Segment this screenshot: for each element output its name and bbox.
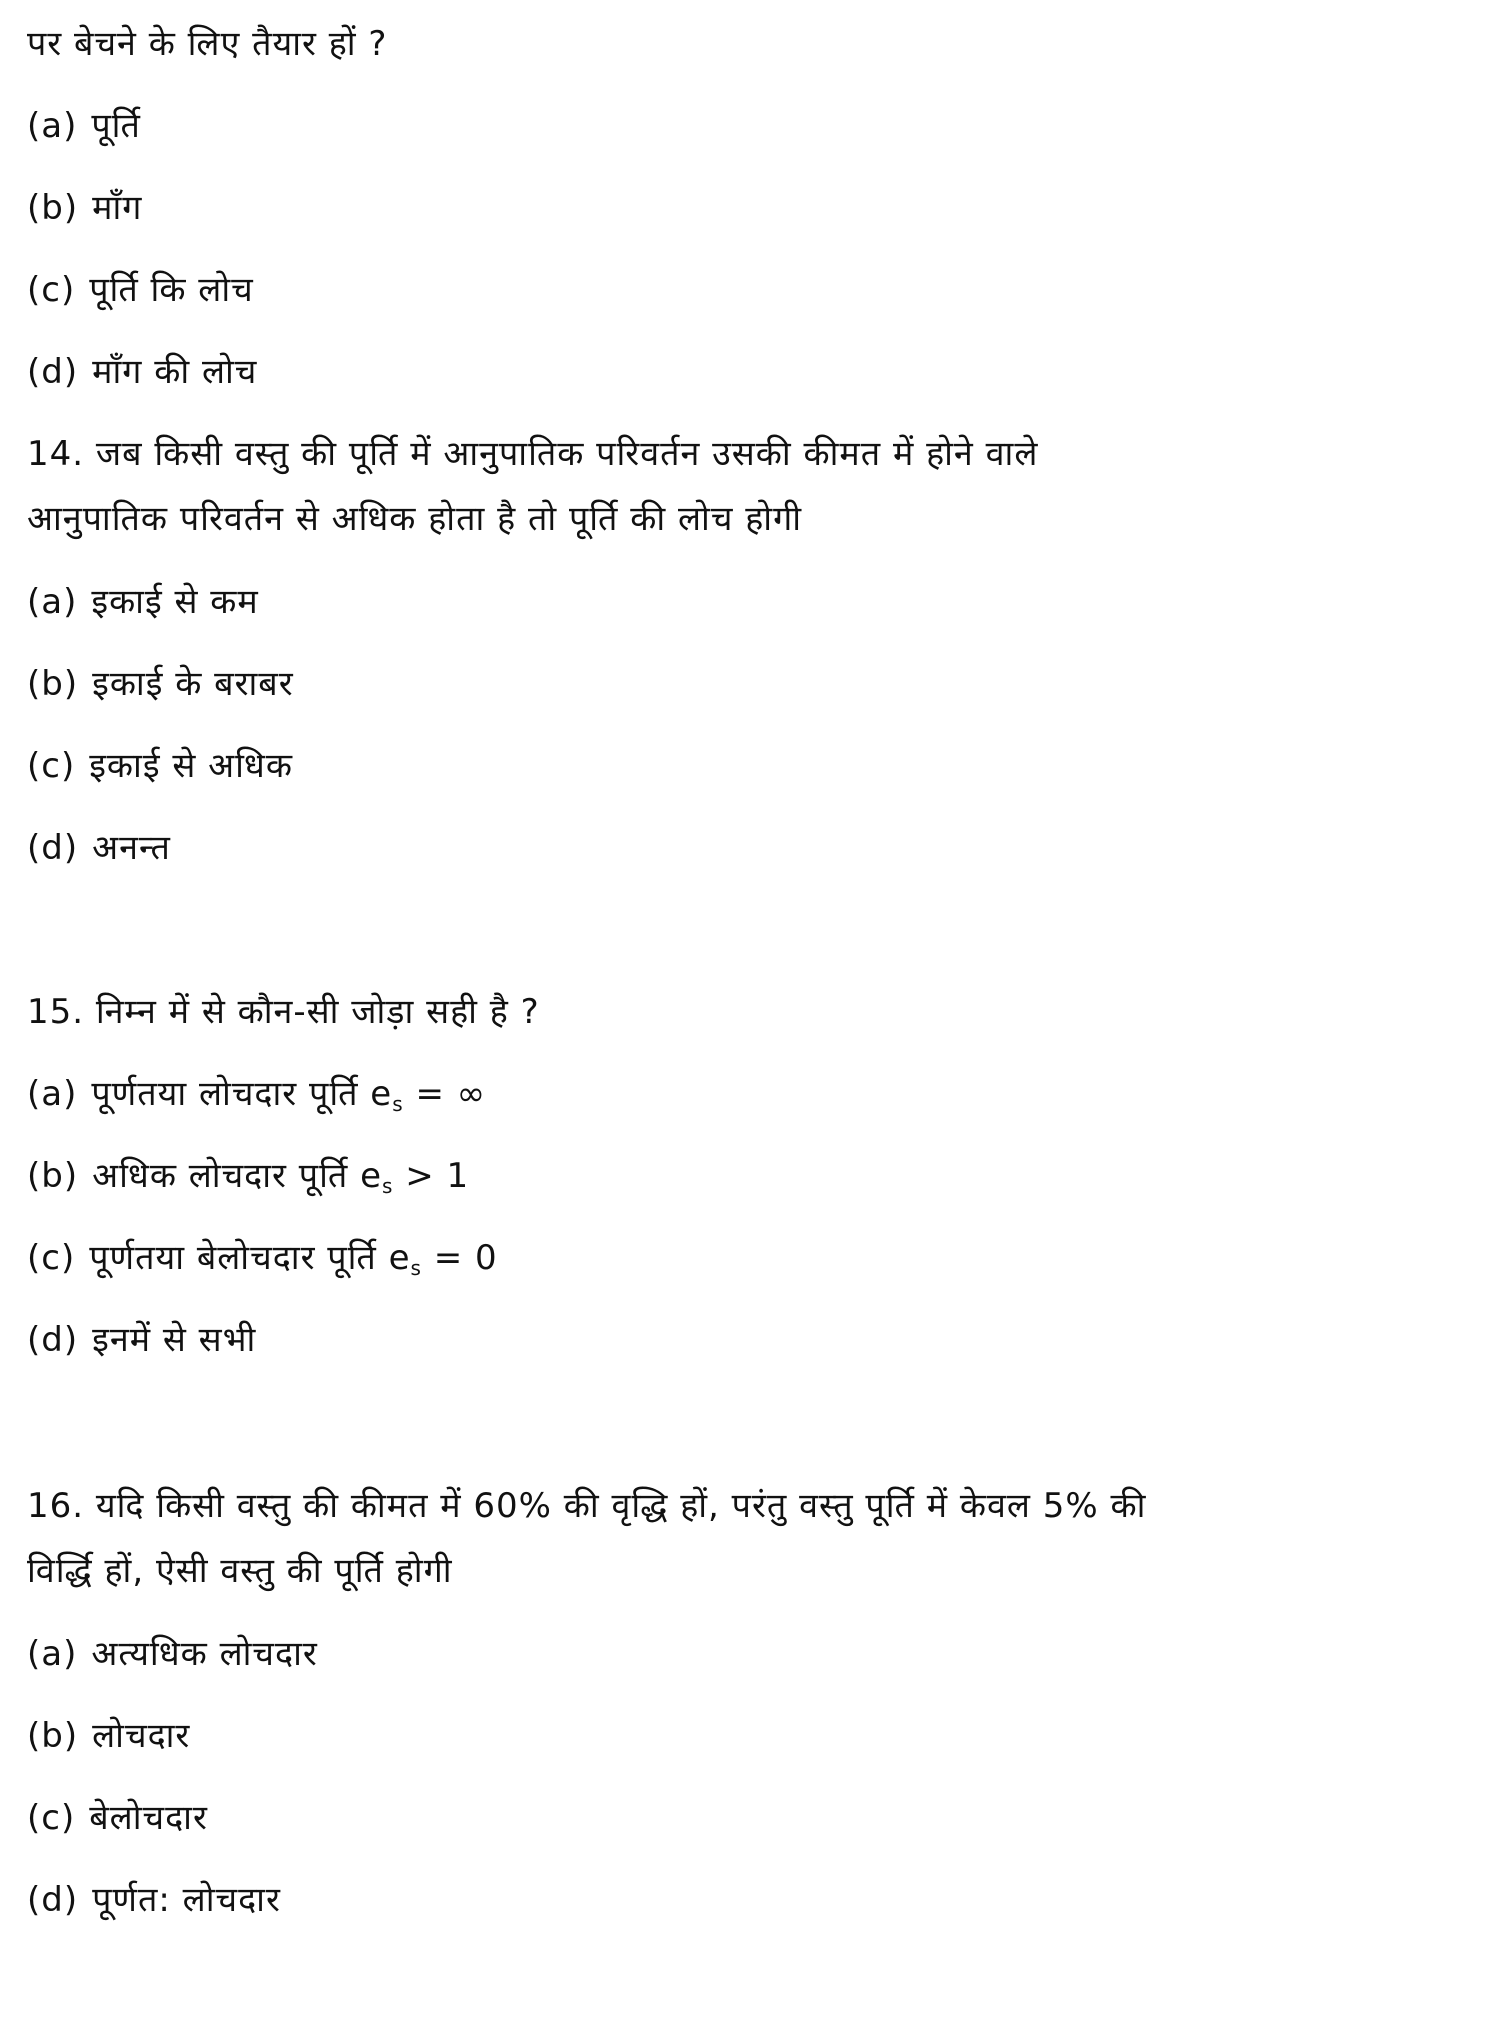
option-label: (b) (27, 1716, 79, 1756)
q15-text: 15. निम्न में से कौन-सी जोड़ा सही है ? (27, 992, 540, 1032)
option-label: (c) (27, 270, 76, 310)
option-label: (d) (27, 1880, 79, 1920)
option-text: बेलोचदार (89, 1798, 208, 1838)
option-label: (c) (27, 1798, 76, 1838)
q14-text-line2: आनुपातिक परिवर्तन से अधिक होता है तो पूर्ति की लोच होगी (27, 499, 803, 539)
option-text: पूर्ति कि लोच (89, 270, 254, 310)
option-text: माँग की लोच (92, 352, 258, 392)
q16-option-b (27, 1714, 190, 1758)
option-label: (b) (27, 188, 79, 228)
q13-option-b (27, 186, 142, 230)
q13-option-c (27, 268, 254, 312)
option-text: इकाई के बराबर (92, 664, 294, 704)
option-text: अधिक लोचदार पूर्ति e (92, 1156, 382, 1196)
option-text: अनन्त (92, 828, 171, 868)
q14-option-c (27, 744, 293, 788)
option-label: (a) (27, 1634, 78, 1674)
option-text: पूर्णत: लोचदार (92, 1880, 281, 1920)
option-label: (d) (27, 1320, 79, 1360)
option-label: (b) (27, 664, 79, 704)
option-label: (a) (27, 582, 78, 622)
q15-option-d (27, 1318, 256, 1362)
subscript-s: s (392, 1092, 404, 1116)
q16-text-line1: 16. यदि किसी वस्तु की कीमत में 60% की वृद्धि हों, परंतु वस्तु पूर्ति में केवल 5% की (27, 1486, 1147, 1526)
q13-option-d (27, 350, 257, 394)
q14-option-b (27, 662, 294, 706)
q16-option-d (27, 1878, 281, 1922)
option-label: (b) (27, 1156, 79, 1196)
option-label: (c) (27, 746, 76, 786)
option-relation: = 0 (421, 1238, 498, 1278)
q14-option-a (27, 580, 259, 624)
option-text: इनमें से सभी (92, 1320, 257, 1360)
option-text: पूर्ति (91, 106, 141, 146)
option-label: (a) (27, 106, 78, 146)
option-label: (a) (27, 1074, 78, 1114)
q16-option-c (27, 1796, 208, 1840)
q13-option-a (27, 104, 141, 148)
option-text: इकाई से अधिक (89, 746, 293, 786)
q16-option-a (27, 1632, 318, 1676)
option-text: पूर्णतया बेलोचदार पूर्ति e (89, 1238, 411, 1278)
option-text: लोचदार (92, 1716, 191, 1756)
q15-option-c (27, 1236, 498, 1290)
option-label: (d) (27, 828, 79, 868)
q13-text-tail: पर बेचने के लिए तैयार हों ? (27, 24, 388, 64)
q16-text-line2: विर्द्धि हों, ऐसी वस्तु की पूर्ति होगी (27, 1551, 453, 1591)
option-label: (d) (27, 352, 79, 392)
subscript-s: s (381, 1174, 394, 1198)
option-text: अत्यधिक लोचदार (91, 1634, 318, 1674)
option-text: पूर्णतया लोचदार पूर्ति e (91, 1074, 393, 1114)
option-text: माँग (92, 188, 143, 228)
q14-option-d (27, 826, 171, 870)
option-relation: = ∞ (403, 1074, 487, 1114)
q15-option-a (27, 1072, 486, 1126)
option-text: इकाई से कम (91, 582, 259, 622)
option-relation: > 1 (393, 1156, 470, 1196)
option-label: (c) (27, 1238, 76, 1278)
q14-text-line1: 14. जब किसी वस्तु की पूर्ति में आनुपातिक परिवर्तन उसकी कीमत में होने वाले (27, 434, 1039, 474)
q15-option-b (27, 1154, 469, 1208)
subscript-s: s (410, 1256, 422, 1280)
